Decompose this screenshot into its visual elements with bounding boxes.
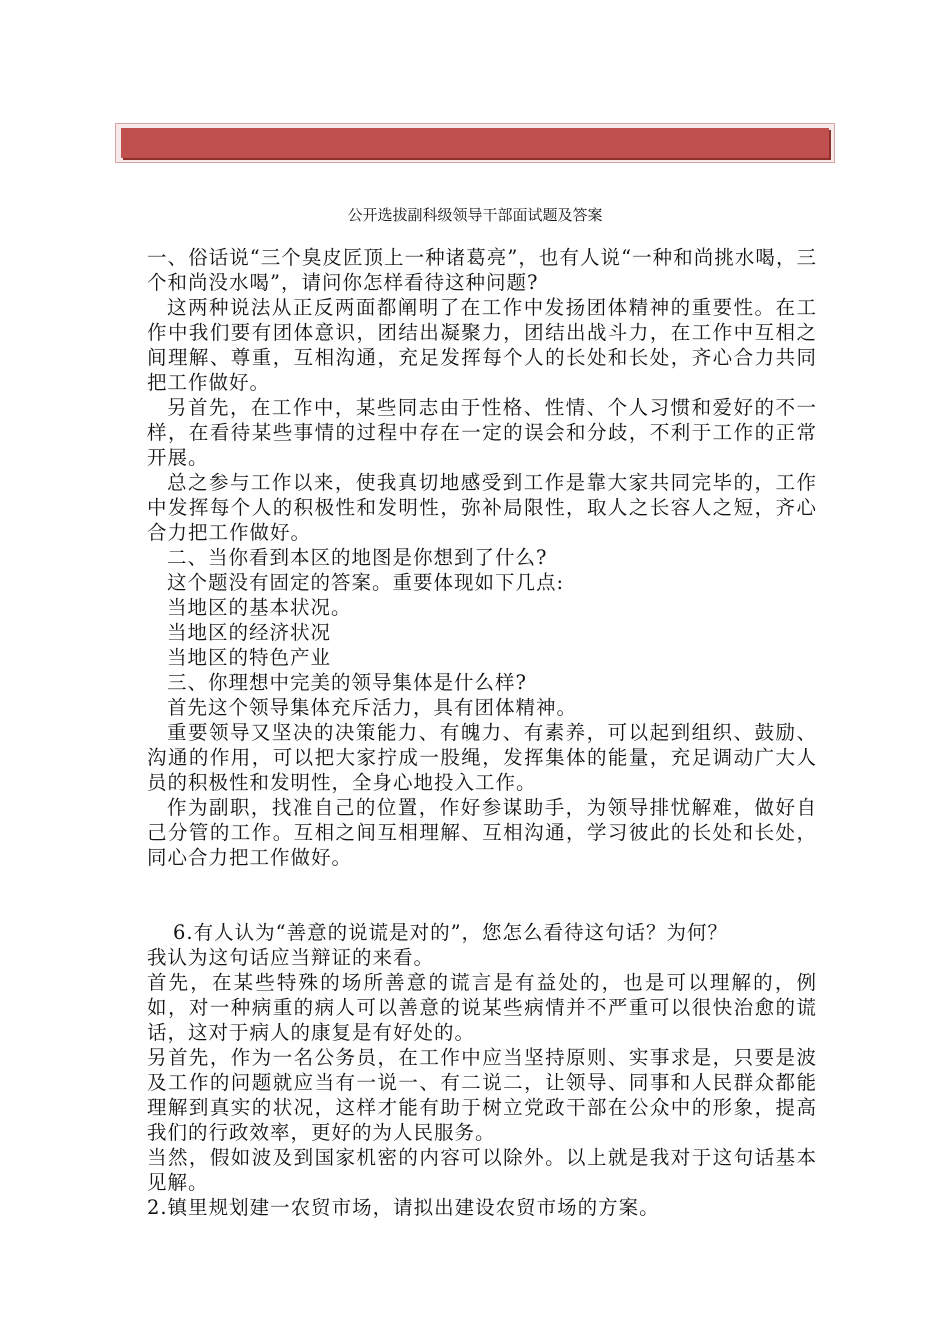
question-6: 6.有人认为“善意的说谎是对的”，您怎么看待这句话？为何？ bbox=[173, 921, 729, 944]
answer-point: 当地区的经济状况 bbox=[167, 621, 332, 644]
answer-paragraph: 首先这个领导集体充斥活力，具有团体精神。 bbox=[167, 696, 578, 719]
section-gap bbox=[147, 870, 817, 920]
answer-paragraph: 另首先，作为一名公务员，在工作中应当坚持原则、实事求是，只要是波及工作的问题就应当有一说一、有二说二，让领导、同事和人民群众都能理解到真实的状况，这样才能有助于树立党政干部在公众中的形象，提高我们的行政效率，更好的为人民服务。 bbox=[147, 1046, 817, 1144]
answer-paragraph: 这个题没有固定的答案。重要体现如下几点: bbox=[167, 571, 565, 594]
question-3: 三、你理想中完美的领导集体是什么样? bbox=[167, 671, 527, 694]
answer-point: 当地区的特色产业 bbox=[167, 646, 332, 669]
answer-paragraph: 首先，在某些特殊的场所善意的谎言是有益处的，也是可以理解的，例如，对一种病重的病人可以善意的说某些病情并不严重可以很快治愈的谎话，这对于病人的康复是有好处的。 bbox=[147, 971, 817, 1044]
question-1: 一、俗话说“三个臭皮匠顶上一种诸葛亮”，也有人说“一种和尚挑水喝，三个和尚没水喝”，请问你怎样看待这种问题? bbox=[147, 246, 817, 294]
answer-paragraph: 总之参与工作以来，使我真切地感受到工作是靠大家共同完毕的，工作中发挥每个人的积极性和发明性，弥补局限性，取人之长容人之短，齐心合力把工作做好。 bbox=[147, 471, 817, 544]
answer-paragraph: 我认为这句话应当辩证的来看。 bbox=[147, 946, 435, 969]
answer-paragraph: 作为副职，找准自己的位置，作好参谋助手，为领导排忧解难，做好自己分管的工作。互相之间互相理解、互相沟通，学习彼此的长处和长处，同心合力把工作做好。 bbox=[147, 796, 817, 869]
question-2: 二、当你看到本区的地图是你想到了什么? bbox=[167, 546, 548, 569]
answer-paragraph: 另首先，在工作中，某些同志由于性格、性情、个人习惯和爱好的不一样，在看待某些事情的过程中存在一定的误会和分歧，不利于工作的正常开展。 bbox=[147, 396, 817, 469]
document-body bbox=[147, 245, 817, 1220]
answer-paragraph: 当然，假如波及到国家机密的内容可以除外。以上就是我对于这句话基本见解。 bbox=[147, 1146, 817, 1194]
answer-paragraph: 这两种说法从正反两面都阐明了在工作中发扬团体精神的重要性。在工作中我们要有团体意识，团结出凝聚力，团结出战斗力，在工作中互相之间理解、尊重，互相沟通，充足发挥每个人的长处和长处，齐心合力共同把工作做好。 bbox=[147, 296, 817, 394]
question-next: 2.镇里规划建一农贸市场，请拟出建设农贸市场的方案。 bbox=[147, 1196, 660, 1219]
document-title: 公开选拔副科级领导干部面试题及答案 bbox=[347, 206, 603, 224]
answer-point: 当地区的基本状况。 bbox=[167, 596, 352, 619]
header-banner-bar bbox=[121, 128, 829, 158]
answer-paragraph: 重要领导又坚决的决策能力、有魄力、有素养，可以起到组织、鼓励、沟通的作用，可以把大家拧成一股绳，发挥集体的能量，充足调动广大人员的积极性和发明性，全身心地投入工作。 bbox=[147, 721, 817, 794]
header-banner bbox=[115, 123, 835, 163]
